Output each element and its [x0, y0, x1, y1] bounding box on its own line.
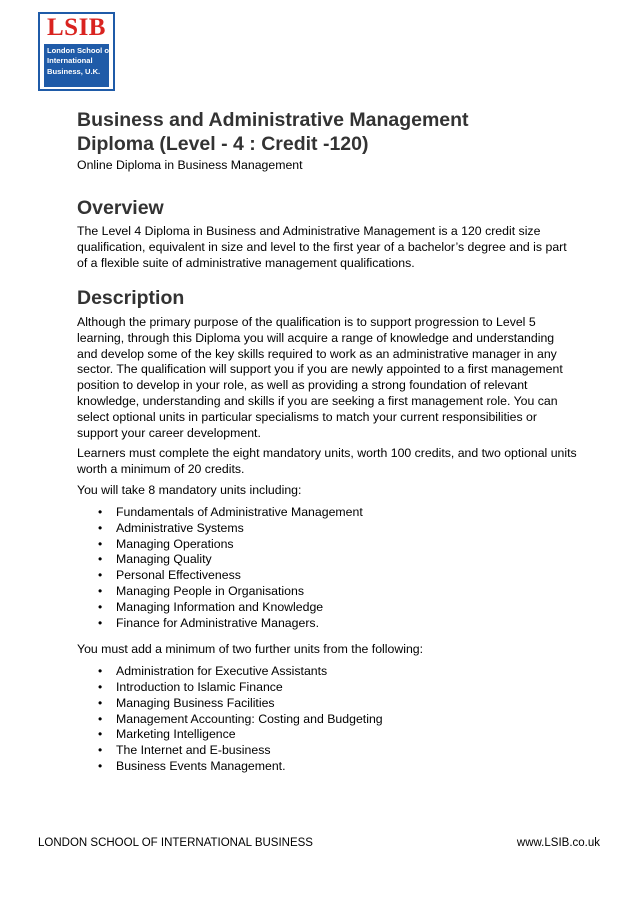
footer-website-link[interactable]: www.LSIB.co.uk [516, 837, 600, 849]
bullet-icon: • [98, 616, 103, 631]
bullet-icon: • [98, 520, 103, 535]
list-item [98, 759, 577, 775]
document-title [77, 108, 577, 156]
list-item [98, 680, 577, 696]
list-item [98, 505, 577, 521]
optional-intro: You must add a minimum of two further units from the following: [77, 641, 424, 656]
unit-name: Administrative Systems [116, 520, 244, 535]
title-line: Diploma (Level - 4 : Credit -120) [77, 133, 369, 155]
lsib-logo [38, 12, 115, 91]
description-heading: Description [77, 286, 185, 309]
description-paragraph: Learners must complete the eight mandatory units, worth 100 credits, and two optional units worth a minimum of 20 credits. [77, 445, 577, 476]
list-item [98, 537, 577, 553]
bullet-icon: • [98, 711, 103, 726]
footer-school-name: LONDON SCHOOL OF INTERNATIONAL BUSINESS [38, 837, 313, 849]
bullet-icon: • [98, 679, 103, 694]
mandatory-intro: You will take 8 mandatory units including: [77, 482, 302, 497]
unit-name: Managing Information and Knowledge [116, 600, 324, 615]
unit-name: Marketing Intelligence [116, 727, 236, 742]
overview-text: The Level 4 Diploma in Business and Administrative Management is a 120 credit size qualification, equivalent in size and level to the first year of a bachelor’s degree and is part of a flexible suite of administrative management qualifications. [77, 224, 567, 270]
unit-name: Managing Operations [116, 536, 234, 551]
unit-name: Personal Effectiveness [116, 568, 241, 583]
list-item [98, 616, 577, 632]
bullet-icon: • [98, 536, 103, 551]
bullet-icon: • [98, 600, 103, 615]
optional-units-list [77, 664, 577, 775]
description-paragraph: Although the primary purpose of the qualification is to support progression to Level 5 learning, through this Diploma you will acquire a range of knowledge and understanding and develop some of the key skills required to work as an administrative manager in any sector. The qualification will support you if you are newly appointed to a first management position to develop in your role, as well as providing a strong foundation of relevant knowledge, understanding and skills if you are seeking a first management role. You can select optional units in particular specialisms to match your current responsibilities or support your career development. [77, 314, 563, 441]
list-item [98, 743, 577, 759]
unit-name: Managing Business Facilities [116, 695, 275, 710]
logo-line: International [47, 56, 93, 66]
unit-name: Managing Quality [116, 552, 212, 567]
document-body [77, 108, 577, 775]
list-item [98, 696, 577, 712]
overview-heading: Overview [77, 197, 164, 219]
unit-name: Administration for Executive Assistants [116, 663, 328, 678]
bullet-icon: • [98, 759, 103, 774]
list-item [98, 584, 577, 600]
list-item [98, 521, 577, 537]
title-line: Business and Administrative Management [77, 109, 469, 131]
bullet-icon: • [98, 663, 103, 678]
unit-name: The Internet and E-business [116, 743, 271, 758]
unit-name: Business Events Management. [116, 759, 286, 774]
unit-name: Fundamentals of Administrative Management [116, 504, 363, 519]
bullet-icon: • [98, 552, 103, 567]
mandatory-units-list [77, 505, 577, 632]
list-item [98, 568, 577, 584]
list-item [98, 600, 577, 616]
list-item [98, 552, 577, 568]
bullet-icon: • [98, 743, 103, 758]
list-item [98, 664, 577, 680]
list-item [98, 727, 577, 743]
logo-name-box [44, 44, 112, 87]
logo-line: Business, U.K. [47, 66, 101, 76]
list-item [98, 712, 577, 728]
logo-line: London School of [47, 46, 112, 55]
bullet-icon: • [98, 695, 103, 710]
unit-name: Management Accounting: Costing and Budgeting [116, 711, 383, 726]
document-subtitle: Online Diploma in Business Management [77, 158, 303, 172]
bullet-icon: • [98, 727, 103, 742]
bullet-icon: • [98, 504, 103, 519]
unit-name: Introduction to Islamic Finance [116, 679, 283, 694]
bullet-icon: • [98, 568, 103, 583]
unit-name: Finance for Administrative Managers. [116, 616, 319, 631]
logo-wordmark: LSIB [47, 14, 106, 41]
unit-name: Managing People in Organisations [116, 584, 304, 599]
bullet-icon: • [98, 584, 103, 599]
